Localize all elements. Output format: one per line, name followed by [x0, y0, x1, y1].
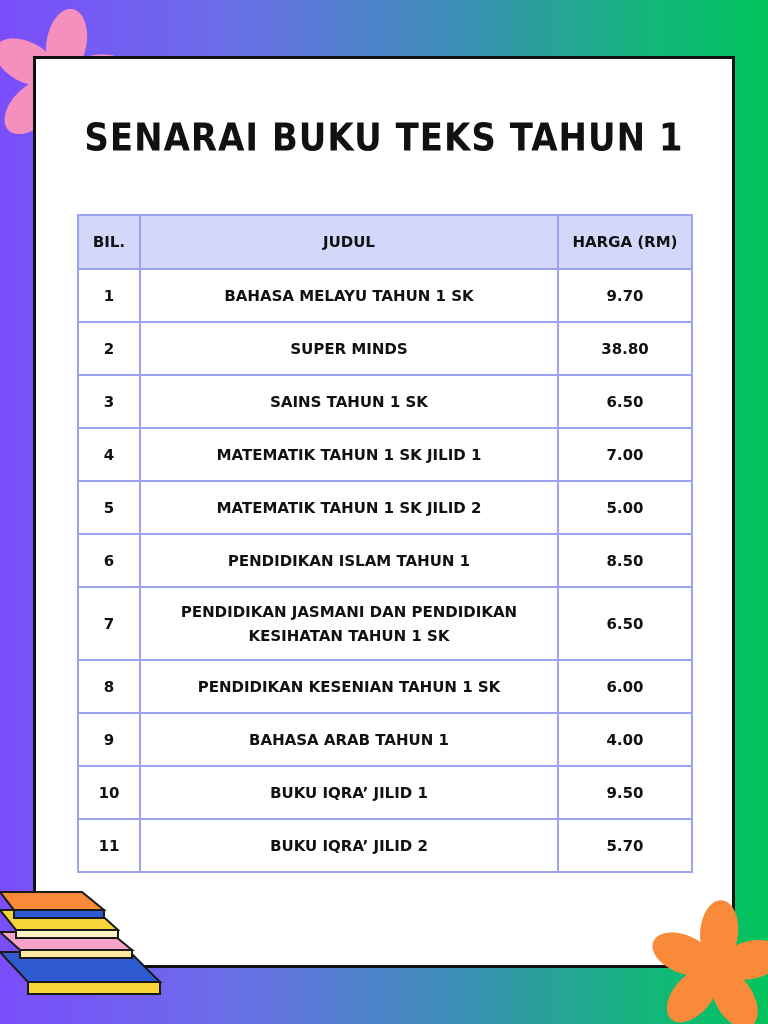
cell-harga: 6.50 [558, 587, 692, 660]
cell-harga: 9.70 [558, 269, 692, 322]
cell-no: 2 [78, 322, 140, 375]
table-row [78, 481, 692, 534]
cell-judul: MATEMATIK TAHUN 1 SK JILID 1 [140, 428, 558, 481]
book-table [77, 214, 693, 873]
table-row [78, 322, 692, 375]
cell-harga: 6.00 [558, 660, 692, 713]
page-title: SENARAI BUKU TEKS TAHUN 1 [84, 115, 684, 161]
cell-judul: BAHASA ARAB TAHUN 1 [140, 713, 558, 766]
header-bil: BIL. [78, 215, 140, 269]
table-header-row [78, 215, 692, 269]
cell-judul-line: PENDIDIKAN JASMANI DAN PENDIDIKAN [180, 602, 518, 621]
cell-judul: BUKU IQRA’ JILID 1 [140, 766, 558, 819]
cell-judul: PENDIDIKAN ISLAM TAHUN 1 [140, 534, 558, 587]
cell-judul: PENDIDIKAN KESENIAN TAHUN 1 SK [140, 660, 558, 713]
cell-judul [140, 587, 558, 660]
cell-harga: 4.00 [558, 713, 692, 766]
table-row [78, 766, 692, 819]
cell-judul-line: KESIHATAN TAHUN 1 SK [248, 626, 450, 645]
cell-no: 9 [78, 713, 140, 766]
table-row [78, 713, 692, 766]
cell-no: 5 [78, 481, 140, 534]
cell-no: 11 [78, 819, 140, 872]
book-stack-icon [0, 888, 170, 998]
cell-harga: 38.80 [558, 322, 692, 375]
cell-judul: BUKU IQRA’ JILID 2 [140, 819, 558, 872]
cell-harga: 7.00 [558, 428, 692, 481]
cell-judul: MATEMATIK TAHUN 1 SK JILID 2 [140, 481, 558, 534]
cell-judul: SAINS TAHUN 1 SK [140, 375, 558, 428]
cell-harga: 9.50 [558, 766, 692, 819]
cell-no: 3 [78, 375, 140, 428]
table-row [78, 534, 692, 587]
header-judul: JUDUL [140, 215, 558, 269]
table-row [78, 375, 692, 428]
table-row [78, 269, 692, 322]
table-row [78, 660, 692, 713]
table-row [78, 587, 692, 660]
cell-judul: BAHASA MELAYU TAHUN 1 SK [140, 269, 558, 322]
table-row [78, 428, 692, 481]
cell-no: 10 [78, 766, 140, 819]
cell-no: 8 [78, 660, 140, 713]
cell-harga: 6.50 [558, 375, 692, 428]
table-row [78, 819, 692, 872]
cell-no: 6 [78, 534, 140, 587]
cell-harga: 5.00 [558, 481, 692, 534]
header-harga: HARGA (RM) [558, 215, 692, 269]
orange-flower-icon [650, 884, 768, 1024]
cell-harga: 5.70 [558, 819, 692, 872]
cell-judul: SUPER MINDS [140, 322, 558, 375]
cell-harga: 8.50 [558, 534, 692, 587]
cell-no: 1 [78, 269, 140, 322]
cell-no: 4 [78, 428, 140, 481]
cell-no: 7 [78, 587, 140, 660]
